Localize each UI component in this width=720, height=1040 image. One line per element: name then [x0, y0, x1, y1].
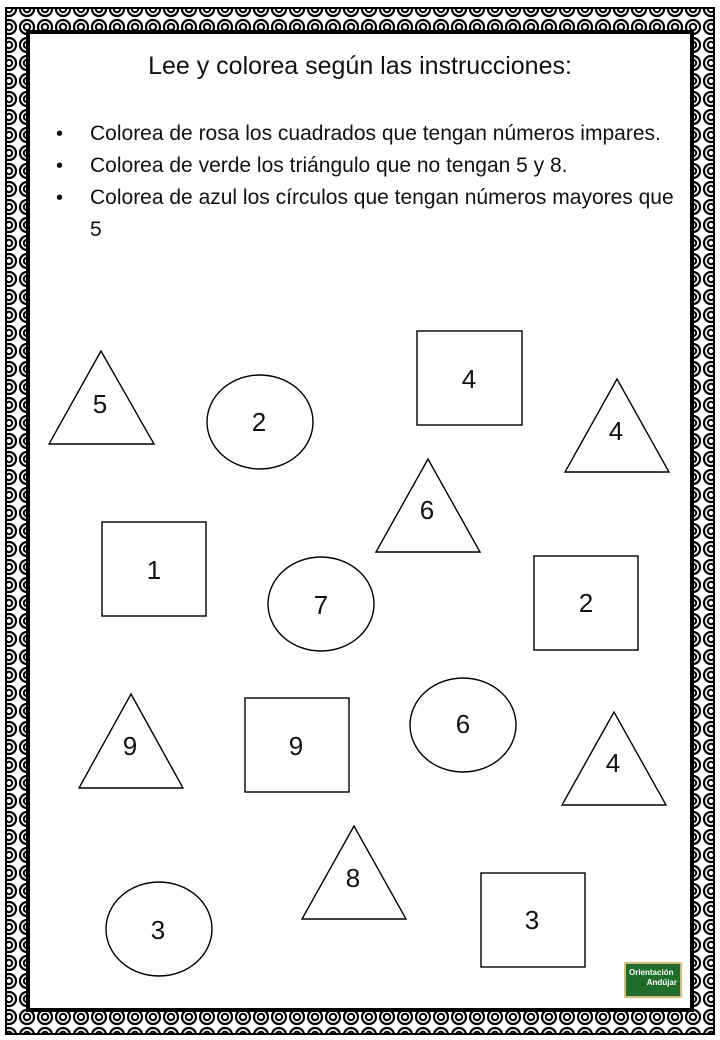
shape-number: 9 — [288, 731, 304, 761]
shape-number: 4 — [608, 416, 624, 446]
shape-number: 6 — [419, 495, 435, 525]
orientacion-andujar-logo — [624, 962, 682, 998]
shape-number: 6 — [455, 709, 471, 739]
instruction-item: • Colorea de rosa los cuadrados que tengan números impares. — [54, 118, 674, 150]
page-title: Lee y colorea según las instrucciones: — [148, 52, 572, 80]
logo-line-1: Orientación — [629, 968, 674, 977]
shape-number: 2 — [578, 588, 594, 618]
shape-number: 2 — [251, 407, 267, 437]
instruction-item: • Colorea de verde los triángulo que no tengan 5 y 8. — [54, 150, 674, 182]
shape-number: 3 — [524, 905, 540, 935]
instruction-item: • Colorea de azul los círculos que tengan números mayores que 5 — [54, 182, 674, 246]
shape-number: 8 — [345, 863, 361, 893]
shape-number: 4 — [461, 364, 477, 394]
logo-line-2: Andújar — [646, 978, 677, 987]
shape-number: 5 — [92, 389, 108, 419]
shape-number: 4 — [605, 748, 621, 778]
shape-number: 1 — [146, 555, 162, 585]
shape-number: 3 — [150, 915, 166, 945]
shape-number: 9 — [122, 731, 138, 761]
shape-number: 7 — [313, 590, 329, 620]
